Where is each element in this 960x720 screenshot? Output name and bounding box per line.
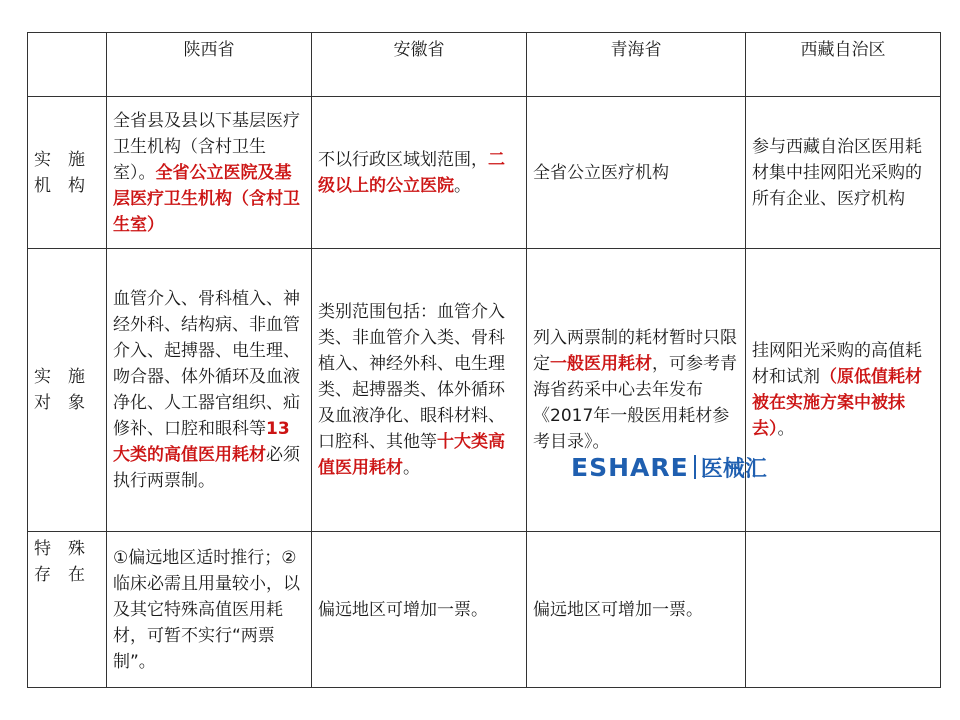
body-text: 必须执行两票制。 [113, 445, 300, 491]
body-text: 挂网阳光采购的高值耗材和试剂 [752, 341, 922, 387]
body-text: 不以行政区域划范围， [318, 149, 488, 170]
body-text: 。 [777, 419, 795, 439]
header-row [28, 33, 941, 97]
row-header-line: 对 象 [34, 393, 85, 413]
cell-text [746, 249, 941, 532]
body-text: 类别范围包括：血管介入类、非血管介入类、骨科植入、神经外科、电生理类、起搏器类、体外循环及血液净化、眼科材料、口腔科、其他等 [318, 302, 505, 452]
header-tibet: 西藏自治区 [746, 33, 941, 97]
policy-comparison-table [27, 32, 941, 688]
row-header [28, 532, 107, 688]
row-header [28, 97, 107, 249]
cell-text [312, 532, 527, 688]
row-header-line: 特 殊 [34, 539, 85, 559]
header-corner [28, 33, 107, 97]
cell-text [107, 97, 312, 249]
cell-text [746, 532, 941, 688]
cell-text [527, 97, 746, 249]
cell-text [527, 249, 746, 532]
body-text: ①偏远地区适时推行；②临床必需且用量较小，以及其它特殊高值医用耗材，可暂不实行“两票制”。 [113, 547, 300, 672]
eshare-watermark-logo [571, 452, 821, 482]
header-anhui: 安徽省 [312, 33, 527, 97]
body-text: 。 [403, 458, 420, 478]
header-shaanxi: 陕西省 [107, 33, 312, 97]
row-header-line: 实 施 [34, 149, 85, 170]
cell-text [312, 249, 527, 532]
body-text: 。 [454, 175, 471, 196]
emphasis-text: 十大类高值医用耗材 [318, 432, 505, 478]
cell-text [107, 249, 312, 532]
body-text: 偏远地区可增加一票。 [318, 599, 488, 620]
cell-text [746, 97, 941, 249]
table-row [28, 97, 941, 249]
cell-text [312, 97, 527, 249]
watermark-latin: ESHARE [571, 452, 689, 482]
header-qinghai: 青海省 [527, 33, 746, 97]
body-text: 全省县及县以下基层医疗卫生机构（含村卫生室）。 [113, 110, 300, 183]
row-header [28, 249, 107, 532]
table-row [28, 249, 941, 532]
row-header-line: 存 在 [34, 565, 85, 585]
row-header-line: 机 构 [34, 175, 85, 196]
emphasis-text: 二级以上的公立医院 [318, 149, 505, 196]
body-text: 全省公立医疗机构 [533, 162, 669, 183]
emphasis-text: 13大类的高值医用耗材 [113, 419, 290, 465]
emphasis-text: 一般医用耗材 [550, 354, 652, 374]
cell-text [107, 532, 312, 688]
body-text: 血管介入、骨科植入、神经外科、结构病、非血管介入、起搏器、电生理、吻合器、体外循环及血液净化、人工器官组织、疝修补、口腔和眼科等 [113, 289, 300, 439]
body-text: 列入两票制的耗材暂时只限定 [533, 328, 737, 374]
emphasis-text: （原低值耗材被在实施方案中被抹去） [752, 367, 922, 439]
cell-text [527, 532, 746, 688]
watermark-divider [694, 455, 696, 479]
body-text: 偏远地区可增加一票。 [533, 599, 703, 620]
row-header-line: 实 施 [34, 367, 85, 387]
body-text: 参与西藏自治区医用耗材集中挂网阳光采购的所有企业、医疗机构 [752, 136, 922, 209]
emphasis-text: 全省公立医院及基层医疗卫生机构（含村卫生室） [113, 162, 300, 235]
watermark-chinese: 医械汇 [700, 456, 767, 482]
body-text: ，可参考青海省药采中心去年发布《2017年一般医用耗材参考目录》。 [533, 354, 737, 452]
table-row [28, 532, 941, 688]
